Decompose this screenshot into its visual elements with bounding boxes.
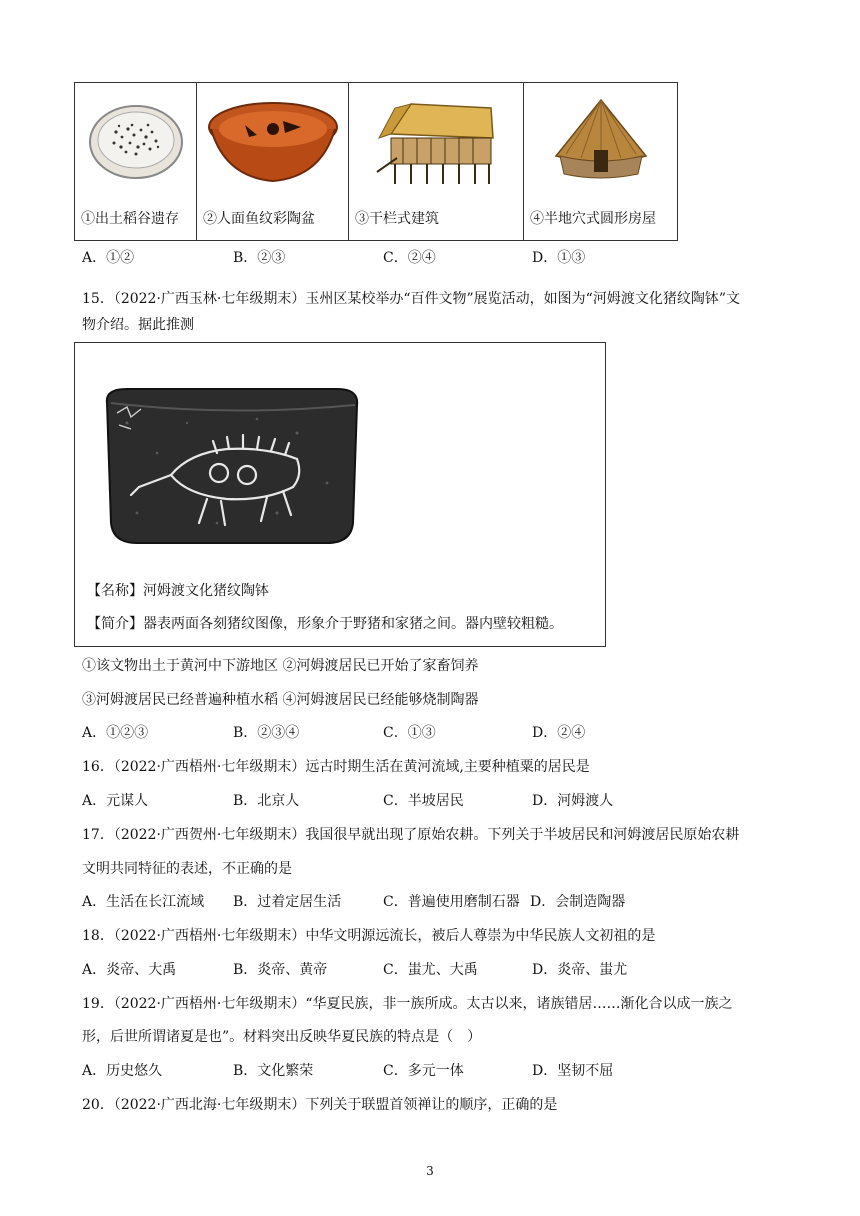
q19-option-a: A．历史悠久	[82, 1063, 163, 1079]
figure-table	[74, 82, 678, 241]
q19-option-b: B．文化繁荣	[233, 1063, 314, 1079]
artifact-intro-box	[74, 342, 606, 647]
q17-option-a: A．生活在长江流域	[82, 894, 205, 910]
caption-stilt-house: ③干栏式建筑	[355, 211, 439, 227]
q15-option-c: C．①③	[383, 725, 436, 741]
artifact-intro: 【简介】器表两面各刻猪纹图像，形象介于野猪和家猪之间。器内壁较粗糙。	[87, 616, 563, 632]
q17-option-d: D．会制造陶器	[530, 894, 626, 910]
q16-option-b: B．北京人	[233, 793, 300, 809]
q15-option-a: A．①②③	[82, 725, 149, 741]
round-house-image	[524, 83, 677, 201]
q15-option-d: D．②④	[532, 725, 586, 741]
q18-option-a: A．炎帝、大禹	[82, 962, 177, 978]
q19-stem-line2: 形，后世所谓诸夏是也”。材料突出反映华夏民族的特点是（ ）	[82, 1029, 482, 1045]
stilt-house-image	[349, 83, 523, 201]
figure-cell-stilt-house	[349, 83, 524, 240]
q19-option-c: C．多元一体	[383, 1063, 464, 1079]
q18-option-c: C．蚩尤、大禹	[383, 962, 478, 978]
artifact-name: 【名称】河姆渡文化猪纹陶钵	[87, 583, 269, 599]
q16-stem: 16．（2022·广西梧州·七年级期末）远古时期生活在黄河流域,主要种植粟的居民是	[82, 759, 590, 775]
figure-cell-basin	[197, 83, 349, 240]
q15-option-b: B．②③④	[233, 725, 300, 741]
q19-stem-line1: 19．（2022·广西梧州·七年级期末）“华夏民族，非一族所成。太古以来，诸族错居……渐化合以成一族之	[82, 996, 733, 1012]
q17-stem-line2: 文明共同特征的表述，不正确的是	[82, 861, 292, 877]
figure-cell-round-house	[524, 83, 677, 240]
page-number: 3	[426, 1164, 434, 1178]
q18-stem: 18．（2022·广西梧州·七年级期末）中华文明源远流长，被后人尊崇为中华民族人文初祖的是	[82, 928, 656, 944]
q16-option-c: C．半坡居民	[383, 793, 464, 809]
q15-stem-line2: 物介绍。据此推测	[82, 317, 194, 333]
q17-option-b: B．过着定居生活	[233, 894, 342, 910]
caption-rice: ①出土稻谷遗存	[81, 211, 179, 227]
q14-option-b: B．②③	[233, 250, 286, 266]
q14-option-d: D．①③	[532, 250, 586, 266]
pig-bowl-image	[97, 383, 361, 552]
q15-statement-1-2: ①该文物出土于黄河中下游地区 ②河姆渡居民已开始了家畜饲养	[82, 658, 479, 674]
caption-round-house: ④半地穴式圆形房屋	[530, 211, 656, 227]
q15-stem-line1: 15．（2022·广西玉林·七年级期末）玉州区某校举办“百件文物”展览活动，如图为“河姆渡文化猪纹陶钵”文	[82, 291, 740, 307]
q19-option-d: D．坚韧不屈	[532, 1063, 614, 1079]
q20-stem: 20．（2022·广西北海·七年级期末）下列关于联盟首领禅让的顺序，正确的是	[82, 1097, 558, 1113]
q16-option-a: A．元谋人	[82, 793, 149, 809]
q18-option-b: B．炎帝、黄帝	[233, 962, 328, 978]
q14-option-a: A．①②	[82, 250, 135, 266]
caption-basin: ②人面鱼纹彩陶盆	[203, 211, 315, 227]
q17-stem-line1: 17．（2022·广西贺州·七年级期末）我国很早就出现了原始农耕。下列关于半坡居民和河姆渡居民原始农耕	[82, 827, 740, 843]
figure-cell-rice	[75, 83, 197, 240]
rice-remains-image	[75, 83, 196, 201]
painted-basin-image	[197, 83, 348, 201]
q14-option-c: C．②④	[383, 250, 436, 266]
q17-option-c: C．普遍使用磨制石器	[383, 894, 520, 910]
q16-option-d: D．河姆渡人	[532, 793, 614, 809]
q18-option-d: D．炎帝、蚩尤	[532, 962, 628, 978]
q15-statement-3-4: ③河姆渡居民已经普遍种植水稻 ④河姆渡居民已经能够烧制陶器	[82, 692, 479, 708]
